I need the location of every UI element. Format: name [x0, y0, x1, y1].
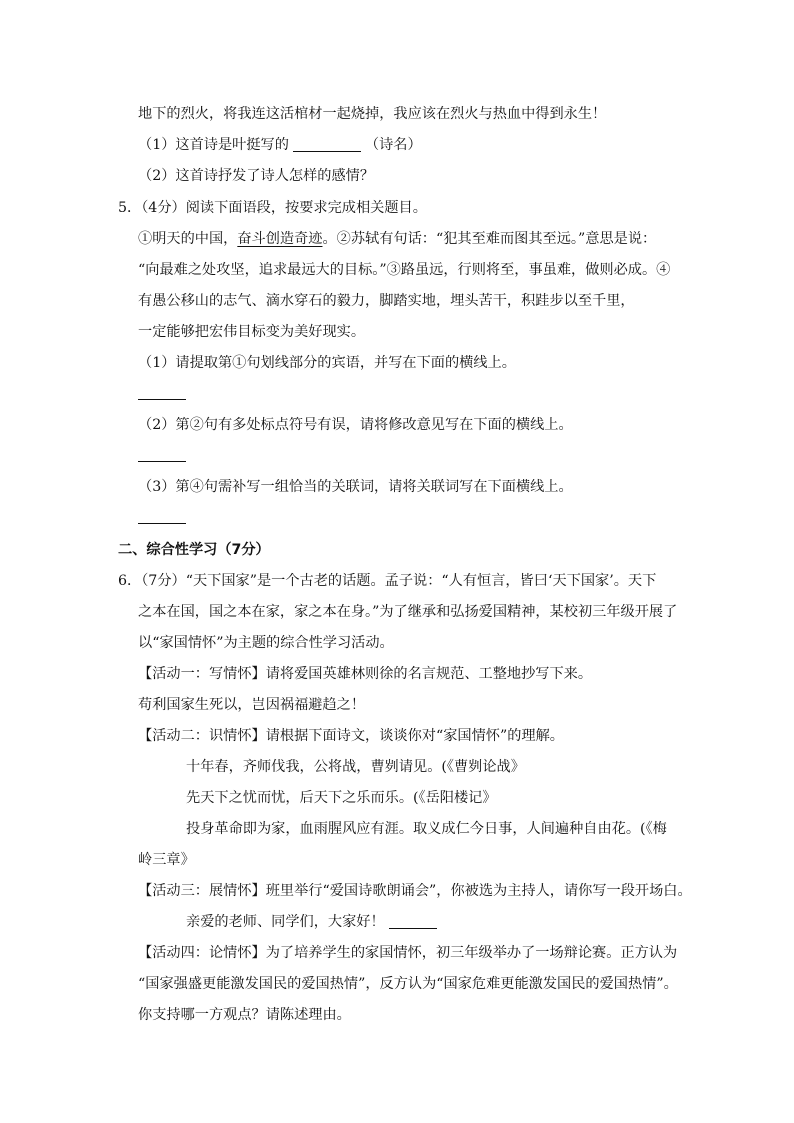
activity-2-quote-1: 十年春，齐师伐我，公将战，曹刿请见。(《曹刿论战》	[186, 759, 525, 775]
q6-line-2: 之本在国，国之本在家，家之本在身。”为了继承和弘扬爱国精神，某校初三年级开展了	[138, 604, 678, 620]
q4-sub1-suffix: （诗名）	[364, 137, 422, 153]
activity-2-quote-2: 先天下之忧而忧，后天下之乐而乐。(《岳阳楼记》	[186, 790, 497, 806]
q5-para-line-2: “向最难之处攻坚，追求最远大的目标。”③路虽远，行则将至，事虽难，做则必成。④	[138, 262, 671, 278]
q5-para-line-4: 一定能够把宏伟目标变为美好现实。	[138, 324, 366, 340]
activity-1-quote: 苟利国家生死以，岂因祸福避趋之！	[138, 697, 366, 713]
section-title: 二、综合性学习（7分）	[118, 542, 270, 558]
q4-sub1-text: （1）这首诗是叶挺写的	[138, 137, 289, 153]
poem-last-line: 地下的烈火，将我连这活棺材一起烧掉，我应该在烈火与热血中得到永生！	[138, 106, 607, 122]
q5-sub2: （2）第②句有多处标点符号有误，请将修改意见写在下面的横线上。	[138, 417, 573, 433]
q5-p1-a: ①明天的中国，	[138, 231, 238, 247]
q5-p1-b: 。②苏轼有句话：“犯其至难而图其至远。”意思是说：	[322, 231, 657, 247]
q5-header: 5．（4分）阅读下面语段，按要求完成相关题目。	[118, 200, 427, 216]
activity-4-line-3: 你支持哪一方观点？请陈述理由。	[138, 1007, 351, 1023]
activity-2: 【活动二：识情怀】请根据下面诗文，谈谈你对“家国情怀”的理解。	[138, 728, 564, 744]
answer-blank[interactable]	[389, 914, 437, 929]
q4-sub2: （2）这首诗抒发了诗人怎样的感情？	[138, 168, 375, 184]
q5-para-line-1	[138, 229, 656, 249]
activity-3: 【活动三：展情怀】班里举行“爱国诗歌朗诵会”，你被选为主持人，请你写一段开场白。	[138, 883, 692, 899]
activity-4-line-2: “国家强盛更能激发国民的爱国热情”，反方认为“国家危难更能激发国民的爱国热情”。	[138, 976, 678, 992]
answer-line-3[interactable]	[138, 523, 186, 524]
q4-sub1	[138, 135, 422, 155]
answer-line-1[interactable]	[138, 399, 186, 400]
q6-line-3: 以“家国情怀”为主题的综合性学习活动。	[138, 635, 394, 651]
opening-text: 亲爱的老师、同学们，大家好！	[186, 914, 385, 930]
activity-2-quote-3: 投身革命即为家，血雨腥风应有涯。取义成仁今日事，人间遍种自由花。(《梅	[186, 821, 667, 837]
activity-4-line-1: 【活动四：论情怀】为了培养学生的家国情怀，初三年级举办了一场辩论赛。正方认为	[138, 945, 678, 961]
q5-sub3: （3）第④句需补写一组恰当的关联词，请将关联词写在下面横线上。	[138, 479, 573, 495]
q5-para-line-3: 有愚公移山的志气、滴水穿石的毅力，脚踏实地，埋头苦干，积跬步以至千里，	[138, 293, 635, 309]
underlined-phrase: 奋斗创造奇迹	[237, 231, 323, 247]
answer-blank[interactable]	[293, 137, 361, 152]
activity-2-quote-3-cont: 岭三章》	[138, 852, 195, 868]
activity-1: 【活动一：写情怀】请将爱国英雄林则徐的名言规范、工整地抄写下来。	[138, 666, 593, 682]
activity-3-opening	[186, 912, 441, 932]
q5-sub1: （1）请提取第①句划线部分的宾语，并写在下面的横线上。	[138, 355, 516, 371]
answer-line-2[interactable]	[138, 461, 186, 462]
q6-line-1: 6．（7分）“天下国家”是一个古老的话题。孟子说：“人有恒言，皆曰‘天下国家’。天下	[118, 573, 657, 589]
